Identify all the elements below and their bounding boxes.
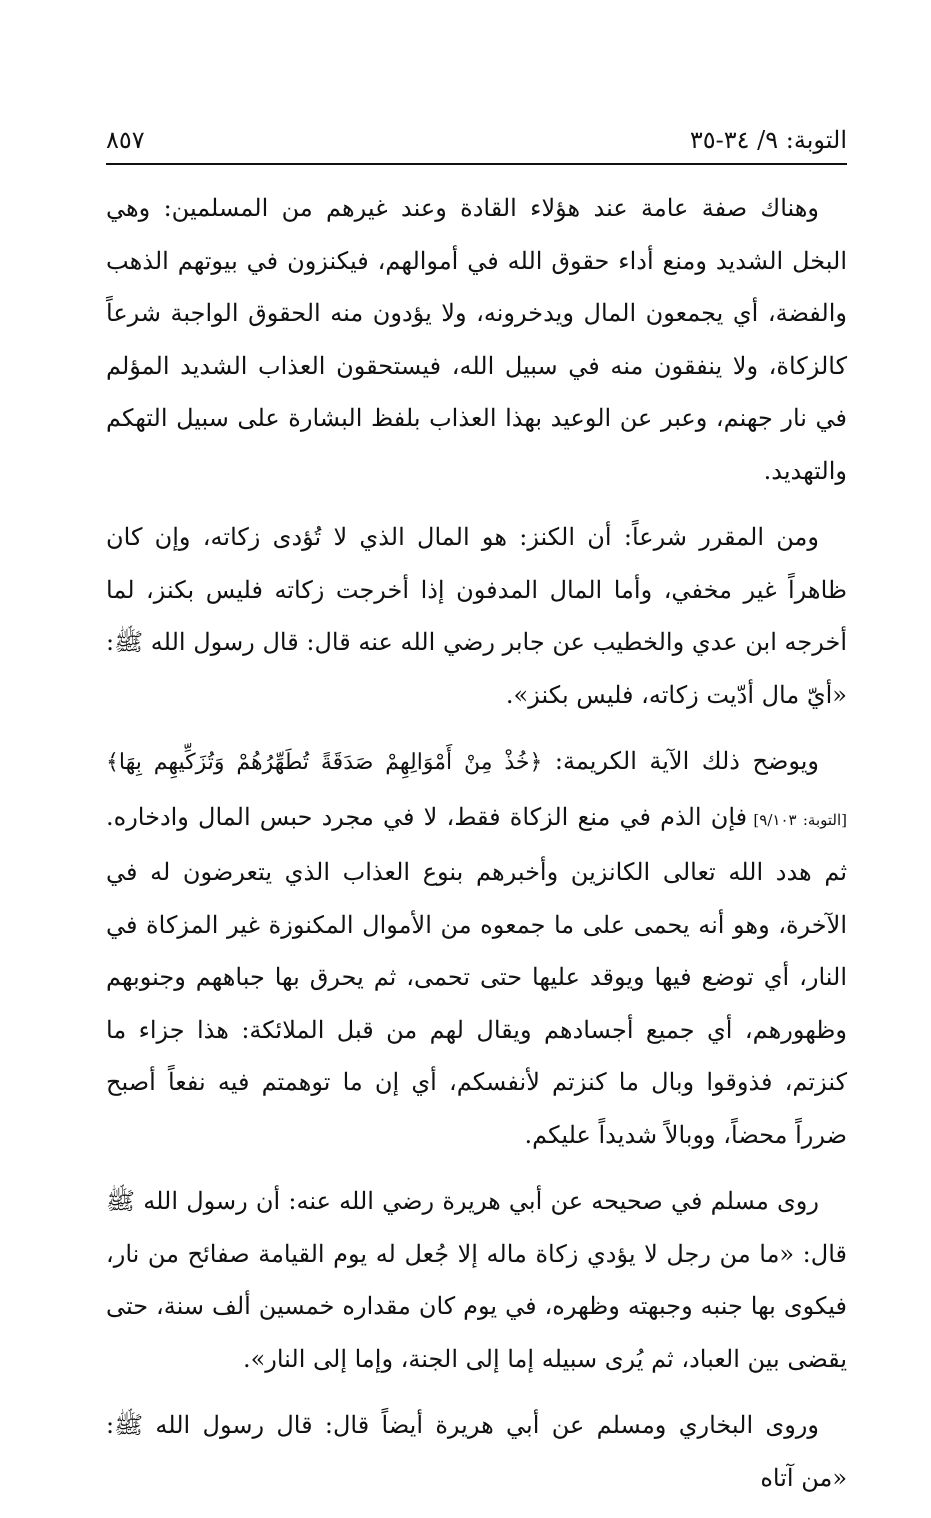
- quran-verse: ﴿خُذْ مِنْ أَمْوَالِهِمْ صَدَقَةً تُطَهِّرُهُمْ وَتُزَكِّيهِم بِهَا﴾: [106, 750, 543, 775]
- paragraph-hoarding-description: وهناك صفة عامة عند هؤلاء القادة وعند غيرهم من المسلمين: وهي البخل الشديد ومنع أداء حقوق الله في أموالهم، فيكنزون في بيوتهم الذهب والفضة، أي يجمعون المال ويدخرونه، ولا يؤدون منه الحقوق الواجبة شرعاً كالزكاة، ولا ينفقون منه في سبيل الله، فيستحقون العذاب الشديد المؤلم في نار جهنم، وعبر عن الوعيد بهذا العذاب بلفظ البشارة على سبيل التهكم والتهديد.: [106, 194, 847, 485]
- surah-reference: التوبة: ٩/ ٣٤-٣٥: [689, 126, 847, 154]
- paragraph-bukhari-hadith: وروى البخاري ومسلم عن أبي هريرة أيضاً قال: قال رسول الله ﷺ: «من آتاه: [106, 1411, 847, 1492]
- paragraph-verse-explanation: [106, 735, 847, 1161]
- verse-commentary: فإن الذم في منع الزكاة فقط، لا في مجرد حبس المال وادخاره. ثم هدد الله تعالى الكانزين وأخبرهم بنوع العذاب الذي يتعرضون له في الآخرة، وهو أنه يحمى على ما جمعوه من الأموال المكنوزة غير المزكاة في النار، أي توضع فيها ويوقد عليها حتى تحمى، ثم يحرق بها جباههم وجنوبهم وظهورهم، أي جميع أجسادهم ويقال لهم من قبل الملائكة: هذا جزاء ما كنزتم، فذوقوا وبال ما كنزتم لأنفسكم، أي إن ما توهمتم فيه نفعاً أصبح ضرراً محضاً، ووبالاً شديداً عليكم.: [106, 802, 847, 1149]
- page-number: ٨٥٧: [106, 126, 145, 154]
- page-header: [106, 120, 847, 160]
- header-rule: [106, 163, 847, 165]
- paragraph-kanz-definition: ومن المقرر شرعاً: أن الكنز: هو المال الذي لا تُؤدى زكاته، وإن كان ظاهراً غير مخفي، وأما المال المدفون إذا أخرجت زكاته فليس بكنز، لما أخرجه ابن عدي والخطيب عن جابر رضي الله عنه قال: قال رسول الله ﷺ: «أيّ مال أدّيت زكاته، فليس بكنز».: [106, 523, 847, 709]
- verse-reference: [التوبة: ٩/١٠٣]: [747, 810, 848, 829]
- paragraph-muslim-hadith: روى مسلم في صحيحه عن أبي هريرة رضي الله عنه: أن رسول الله ﷺ قال: «ما من رجل لا يؤدي زكاة ماله إلا جُعل له يوم القيامة صفائح من نار، فيكوى بها جنبه وجبهته وظهره، في يوم كان مقداره خمسين ألف سنة، حتى يقضى بين العباد، ثم يُرى سبيله إما إلى الجنة، وإما إلى النار».: [106, 1187, 847, 1373]
- verse-intro: ويوضح ذلك الآية الكريمة:: [542, 747, 819, 775]
- page-body: [106, 182, 847, 1518]
